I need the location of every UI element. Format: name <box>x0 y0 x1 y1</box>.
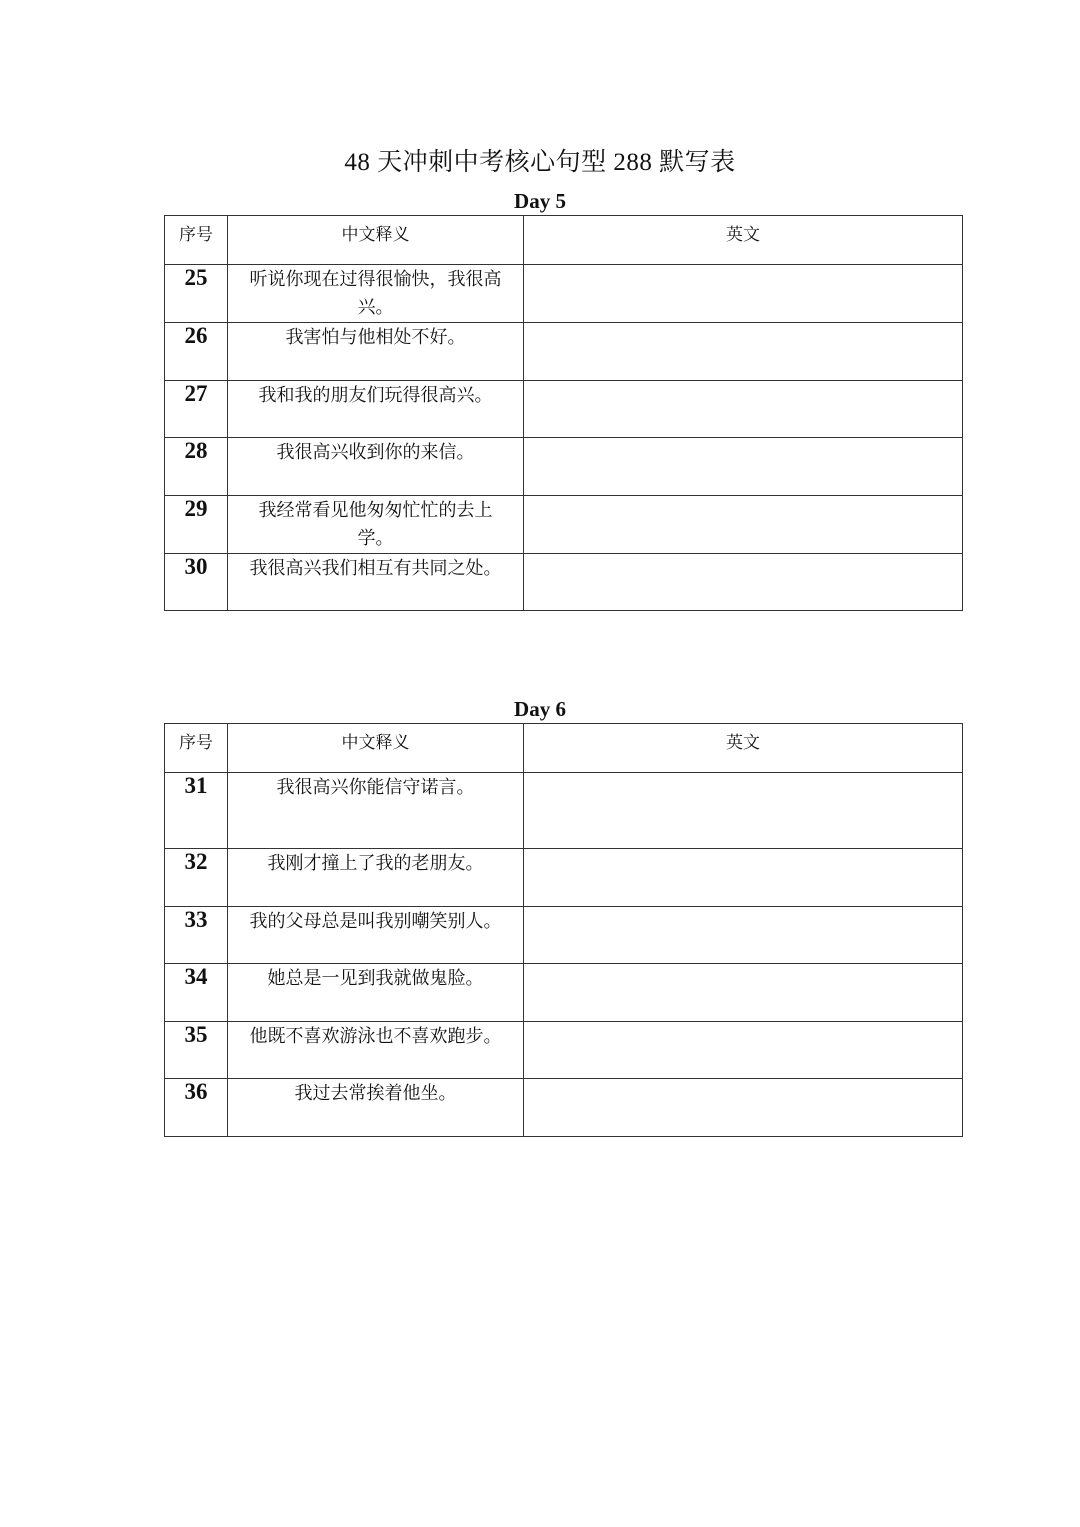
table-row <box>165 438 963 496</box>
english-answer-cell[interactable] <box>524 380 963 438</box>
row-number: 32 <box>165 849 228 907</box>
english-answer-cell[interactable] <box>524 1079 963 1137</box>
english-answer-cell[interactable] <box>524 906 963 964</box>
chinese-sentence: 我经常看见他匆匆忙忙的去上学。 <box>228 495 524 553</box>
english-answer-cell[interactable] <box>524 964 963 1022</box>
english-answer-cell[interactable] <box>524 438 963 496</box>
english-answer-cell[interactable] <box>524 1021 963 1079</box>
row-number: 34 <box>165 964 228 1022</box>
table-row <box>165 495 963 553</box>
chinese-sentence: 听说你现在过得很愉快，我很高兴。 <box>228 265 524 323</box>
table-row <box>165 773 963 849</box>
row-number: 31 <box>165 773 228 849</box>
table-row <box>165 906 963 964</box>
chinese-sentence: 我很高兴我们相互有共同之处。 <box>228 553 524 611</box>
english-answer-cell[interactable] <box>524 495 963 553</box>
table-row <box>165 1021 963 1079</box>
header-english: 英文 <box>524 216 963 265</box>
row-number: 27 <box>165 380 228 438</box>
row-number: 26 <box>165 323 228 381</box>
row-number: 36 <box>165 1079 228 1137</box>
table-row <box>165 849 963 907</box>
table-row <box>165 964 963 1022</box>
chinese-sentence: 我的父母总是叫我别嘲笑别人。 <box>228 906 524 964</box>
day-5-table <box>164 215 963 611</box>
chinese-sentence: 我刚才撞上了我的老朋友。 <box>228 849 524 907</box>
table-row <box>165 323 963 381</box>
chinese-sentence: 我和我的朋友们玩得很高兴。 <box>228 380 524 438</box>
row-number: 30 <box>165 553 228 611</box>
table-header-row <box>165 216 963 265</box>
header-index: 序号 <box>165 216 228 265</box>
row-number: 35 <box>165 1021 228 1079</box>
header-chinese: 中文释义 <box>228 216 524 265</box>
table-row <box>165 553 963 611</box>
day-6-label: Day 6 <box>514 697 566 721</box>
chinese-sentence: 我很高兴收到你的来信。 <box>228 438 524 496</box>
chinese-sentence: 她总是一见到我就做鬼脸。 <box>228 964 524 1022</box>
row-number: 29 <box>165 495 228 553</box>
table-header-row <box>165 724 963 773</box>
chinese-sentence: 我害怕与他相处不好。 <box>228 323 524 381</box>
header-chinese: 中文释义 <box>228 724 524 773</box>
english-answer-cell[interactable] <box>524 773 963 849</box>
header-english: 英文 <box>524 724 963 773</box>
header-index: 序号 <box>165 724 228 773</box>
row-number: 33 <box>165 906 228 964</box>
chinese-sentence: 我很高兴你能信守诺言。 <box>228 773 524 849</box>
row-number: 28 <box>165 438 228 496</box>
day-6-table <box>164 723 963 1137</box>
english-answer-cell[interactable] <box>524 323 963 381</box>
english-answer-cell[interactable] <box>524 553 963 611</box>
table-row <box>165 265 963 323</box>
table-row <box>165 1079 963 1137</box>
chinese-sentence: 我过去常挨着他坐。 <box>228 1079 524 1137</box>
chinese-sentence: 他既不喜欢游泳也不喜欢跑步。 <box>228 1021 524 1079</box>
english-answer-cell[interactable] <box>524 265 963 323</box>
english-answer-cell[interactable] <box>524 849 963 907</box>
day-5-label: Day 5 <box>514 189 566 213</box>
row-number: 25 <box>165 265 228 323</box>
page-title: 48 天冲刺中考核心句型 288 默写表 <box>344 149 736 176</box>
table-row <box>165 380 963 438</box>
